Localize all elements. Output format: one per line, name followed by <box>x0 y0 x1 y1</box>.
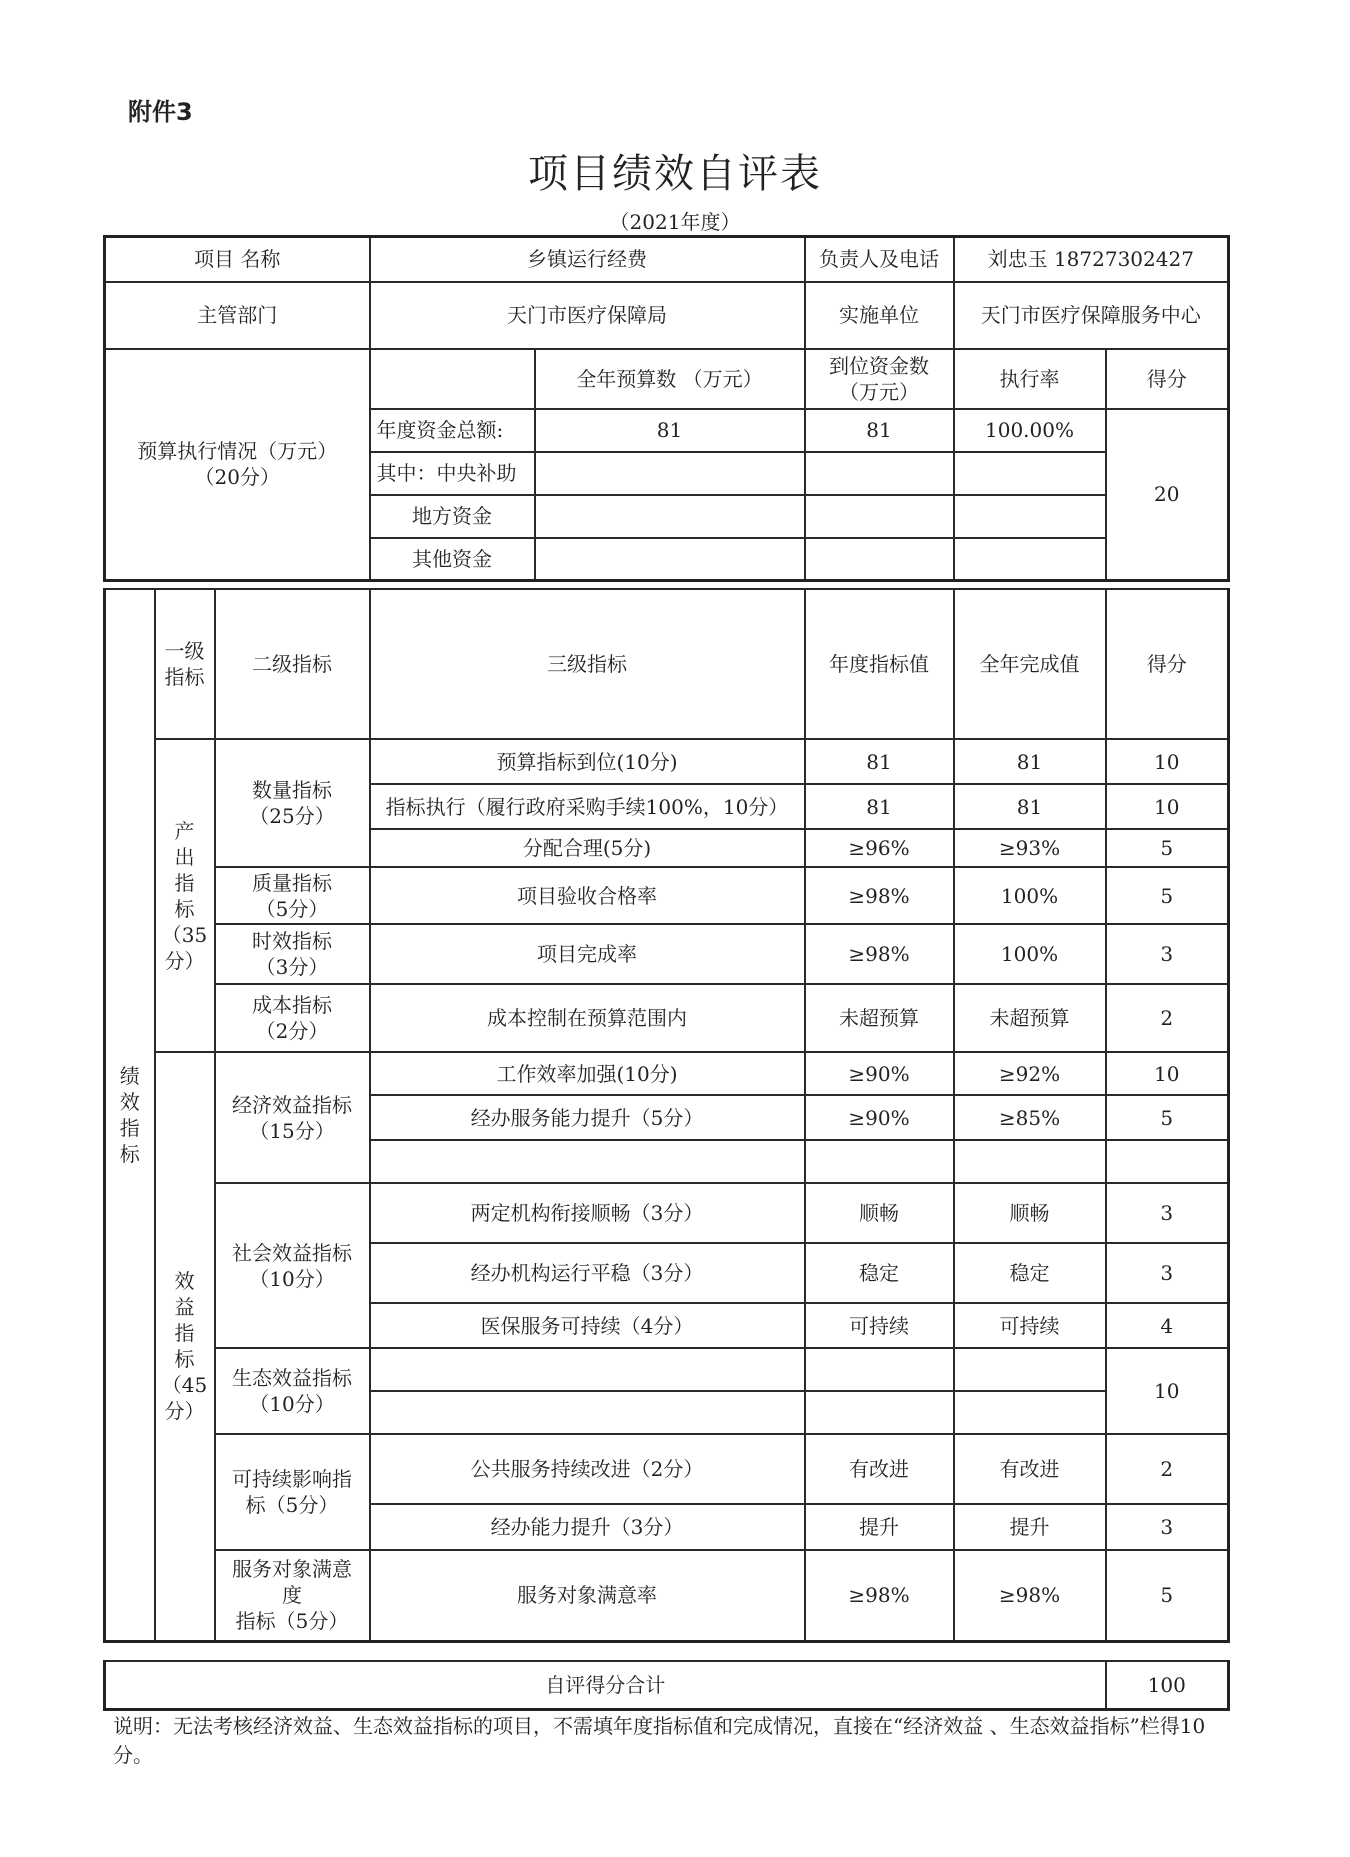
report-year: （2021年度） <box>609 210 741 234</box>
project-name-row <box>105 237 1229 282</box>
budget-header-blank <box>370 349 535 409</box>
target-value: 提升 <box>805 1504 954 1550</box>
budget-row-rate <box>954 495 1106 538</box>
dept-value: 天门市医疗保障局 <box>370 282 805 349</box>
page-title: 项目绩效自评表 <box>528 151 822 197</box>
target-value <box>805 1391 954 1434</box>
target-value: ≥98% <box>805 924 954 984</box>
target-value: 81 <box>805 739 954 784</box>
level3-item: 公共服务持续改进（2分） <box>370 1434 805 1504</box>
budget-row-rate <box>954 452 1106 495</box>
actual-value: 顺畅 <box>954 1183 1106 1243</box>
target-value: ≥98% <box>805 1550 954 1641</box>
budget-score: 20 <box>1106 409 1229 581</box>
actual-value: ≥93% <box>954 829 1106 867</box>
performance-table <box>103 588 1230 1643</box>
budget-row-budget <box>535 452 805 495</box>
level3-item: 经办机构运行平稳（3分） <box>370 1243 805 1303</box>
timeliness-indicator: 时效指标 （3分） <box>215 924 370 984</box>
level2-header: 二级指标 <box>215 589 370 739</box>
budget-row-budget <box>535 495 805 538</box>
score-value: 5 <box>1106 1550 1229 1641</box>
actual-value: 可持续 <box>954 1303 1106 1348</box>
level3-item: 医保服务可持续（4分） <box>370 1303 805 1348</box>
col-received-line2: （万元） <box>839 379 919 404</box>
score-value: 3 <box>1106 924 1229 984</box>
project-name-value: 乡镇运行经费 <box>370 237 805 282</box>
basic-info-table <box>103 235 1230 582</box>
score-value: 3 <box>1106 1183 1229 1243</box>
col-budget: 全年预算数 （万元） <box>535 349 805 409</box>
level3-item: 两定机构衔接顺畅（3分） <box>370 1183 805 1243</box>
level3-item: 成本控制在预算范围内 <box>370 984 805 1052</box>
impl-label: 实施单位 <box>805 282 954 349</box>
cost-indicator: 成本指标 （2分） <box>215 984 370 1052</box>
col-score: 得分 <box>1106 349 1229 409</box>
budget-header-row <box>105 349 1229 409</box>
output-indicator-label: 产 出 指 标 （35 分） <box>155 739 215 1052</box>
budget-row-rate: 100.00% <box>954 409 1106 452</box>
satisfaction-indicator: 服务对象满意 度 指标（5分） <box>215 1550 370 1641</box>
target-value: ≥96% <box>805 829 954 867</box>
dept-label: 主管部门 <box>105 282 370 349</box>
table-row <box>105 1550 1229 1641</box>
target-value: 稳定 <box>805 1243 954 1303</box>
table-row <box>105 1183 1229 1243</box>
score-header: 得分 <box>1106 589 1229 739</box>
col-rate: 执行率 <box>954 349 1106 409</box>
level3-item <box>370 1348 805 1391</box>
level3-item <box>370 1140 805 1183</box>
quality-indicator: 质量指标 （5分） <box>215 867 370 924</box>
total-row <box>105 1661 1229 1709</box>
actual-value <box>954 1348 1106 1391</box>
social-indicator: 社会效益指标 （10分） <box>215 1183 370 1348</box>
level1-header: 一级 指标 <box>155 589 215 739</box>
performance-outer-label: 绩 效 指 标 <box>105 589 155 1641</box>
quantity-indicator: 数量指标 （25分） <box>215 739 370 867</box>
score-value: 10 <box>1106 784 1229 829</box>
economic-indicator: 经济效益指标 （15分） <box>215 1052 370 1183</box>
budget-row-budget <box>535 538 805 581</box>
actual-value: 有改进 <box>954 1434 1106 1504</box>
budget-row-label: 地方资金 <box>370 495 535 538</box>
level3-item: 工作效率加强(10分) <box>370 1052 805 1095</box>
total-score: 100 <box>1106 1661 1229 1709</box>
budget-row-label: 其中：中央补助 <box>370 452 535 495</box>
total-table <box>103 1660 1230 1711</box>
budget-row-received: 81 <box>805 409 954 452</box>
project-name-label: 项目 名称 <box>105 237 370 282</box>
actual-value: 稳定 <box>954 1243 1106 1303</box>
budget-section-title: 预算执行情况（万元） <box>137 439 338 464</box>
actual-value: 100% <box>954 867 1106 924</box>
table-row <box>105 924 1229 984</box>
department-row <box>105 282 1229 349</box>
budget-row-label: 其他资金 <box>370 538 535 581</box>
table-row-empty <box>105 1348 1229 1391</box>
actual-value: 81 <box>954 739 1106 784</box>
target-value <box>805 1140 954 1183</box>
level3-item: 项目验收合格率 <box>370 867 805 924</box>
level3-item: 项目完成率 <box>370 924 805 984</box>
attachment-label: 附件3 <box>128 98 193 126</box>
level3-item: 指标执行（履行政府采购手续100%，10分） <box>370 784 805 829</box>
level3-item: 经办能力提升（3分） <box>370 1504 805 1550</box>
target-value: 未超预算 <box>805 984 954 1052</box>
level3-header: 三级指标 <box>370 589 805 739</box>
impl-value: 天门市医疗保障服务中心 <box>954 282 1229 349</box>
score-value: 10 <box>1106 1348 1229 1434</box>
actual-value: ≥98% <box>954 1550 1106 1641</box>
score-value: 10 <box>1106 739 1229 784</box>
target-value: 81 <box>805 784 954 829</box>
score-value: 2 <box>1106 1434 1229 1504</box>
target-value <box>805 1348 954 1391</box>
score-value <box>1106 1140 1229 1183</box>
budget-row-received <box>805 452 954 495</box>
budget-row-received <box>805 495 954 538</box>
target-value: 顺畅 <box>805 1183 954 1243</box>
actual-value <box>954 1391 1106 1434</box>
level3-item: 经办服务能力提升（5分） <box>370 1095 805 1140</box>
actual-value: 提升 <box>954 1504 1106 1550</box>
score-value: 5 <box>1106 1095 1229 1140</box>
table-row <box>105 1434 1229 1504</box>
actual-value: 81 <box>954 784 1106 829</box>
level3-item: 服务对象满意率 <box>370 1550 805 1641</box>
budget-row-rate <box>954 538 1106 581</box>
actual-value <box>954 1140 1106 1183</box>
evaluation-sheet <box>103 235 1227 1715</box>
footnote: 说明：无法考核经济效益、生态效益指标的项目，不需填年度指标值和完成情况，直接在“经济效益 、生态效益指标”栏得10分。 <box>113 1714 1206 1767</box>
actual-value: 未超预算 <box>954 984 1106 1052</box>
score-value: 5 <box>1106 829 1229 867</box>
target-value: ≥98% <box>805 867 954 924</box>
total-label: 自评得分合计 <box>105 1661 1106 1709</box>
performance-header-row <box>105 589 1229 739</box>
score-value: 10 <box>1106 1052 1229 1095</box>
target-value: ≥90% <box>805 1095 954 1140</box>
actual-value: ≥85% <box>954 1095 1106 1140</box>
level3-item: 预算指标到位(10分) <box>370 739 805 784</box>
budget-row-label: 年度资金总额: <box>370 409 535 452</box>
budget-row-budget: 81 <box>535 409 805 452</box>
score-value: 5 <box>1106 867 1229 924</box>
col-received-line1: 到位资金数 <box>829 353 929 378</box>
score-value: 2 <box>1106 984 1229 1052</box>
budget-section-label <box>105 349 370 581</box>
target-value: 可持续 <box>805 1303 954 1348</box>
sustainable-indicator: 可持续影响指 标（5分） <box>215 1434 370 1550</box>
col-received <box>805 349 954 409</box>
budget-section-points: （20分） <box>194 465 280 490</box>
table-row <box>105 984 1229 1052</box>
score-value: 4 <box>1106 1303 1229 1348</box>
actual-header: 全年完成值 <box>954 589 1106 739</box>
score-value: 3 <box>1106 1243 1229 1303</box>
budget-row-received <box>805 538 954 581</box>
table-row <box>105 867 1229 924</box>
contact-label: 负责人及电话 <box>805 237 954 282</box>
contact-value: 刘忠玉 18727302427 <box>954 237 1229 282</box>
score-value: 3 <box>1106 1504 1229 1550</box>
ecological-indicator: 生态效益指标 （10分） <box>215 1348 370 1434</box>
table-row <box>105 739 1229 784</box>
target-header: 年度指标值 <box>805 589 954 739</box>
actual-value: 100% <box>954 924 1106 984</box>
target-value: 有改进 <box>805 1434 954 1504</box>
actual-value: ≥92% <box>954 1052 1106 1095</box>
table-row <box>105 1052 1229 1095</box>
level3-item <box>370 1391 805 1434</box>
level3-item: 分配合理(5分) <box>370 829 805 867</box>
target-value: ≥90% <box>805 1052 954 1095</box>
benefit-indicator-label: 效 益 指 标 （45 分） <box>155 1052 215 1641</box>
